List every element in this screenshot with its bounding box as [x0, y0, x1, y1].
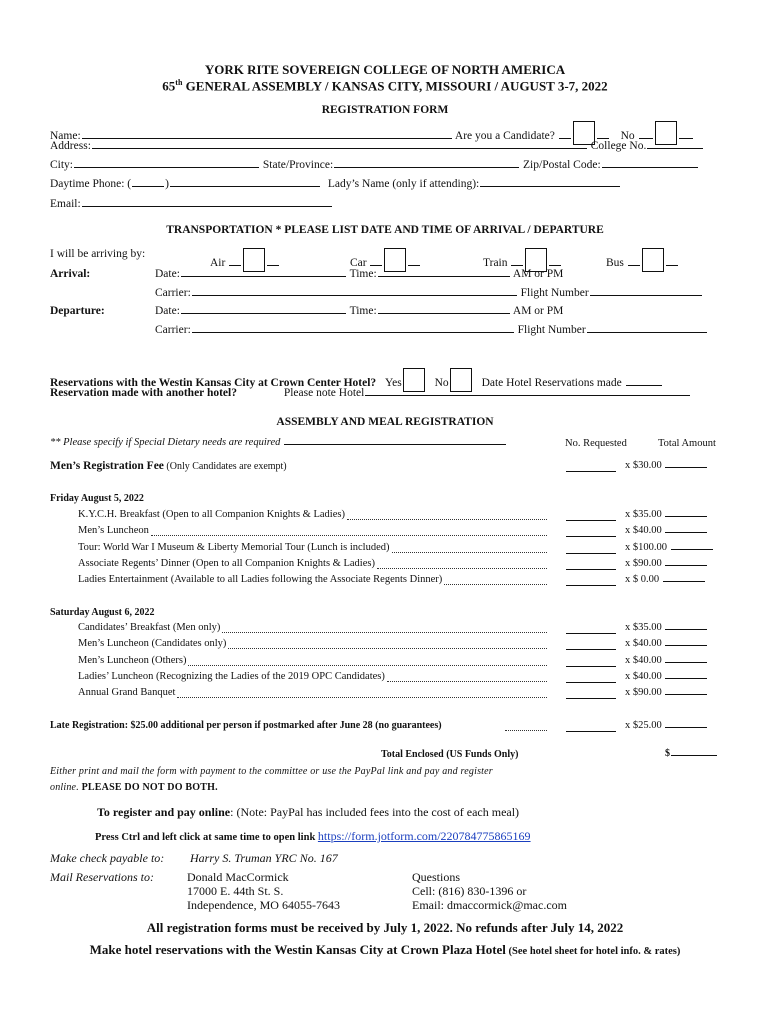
- footer-hotel: [0, 942, 770, 958]
- saturday-item-label: Candidates’ Breakfast (Men only): [78, 622, 221, 633]
- saturday-item-price: x $90.00: [625, 687, 662, 699]
- departure-carrier-field[interactable]: [192, 331, 514, 333]
- mens-fee-total[interactable]: [665, 466, 707, 468]
- transport-title: TRANSPORTATION * PLEASE LIST DATE AND TIME OF ARRIVAL / DEPARTURE: [166, 224, 604, 236]
- friday-item-amount: [625, 542, 714, 553]
- departure-date-row: [155, 305, 563, 317]
- friday-item-amount: [625, 525, 708, 536]
- friday-item-total[interactable]: [671, 548, 713, 550]
- print-mail-line1: Either print and mail the form with payment to the committee or use the PayPal link and pay and register: [50, 766, 493, 777]
- mail-label: Mail Reservations to:: [50, 870, 154, 884]
- zip-field[interactable]: [602, 166, 698, 168]
- no-requested-header: No. Requested: [565, 438, 627, 449]
- arrival-label: Arrival:: [50, 268, 91, 280]
- total-line: [671, 754, 717, 756]
- city-row: [50, 159, 699, 171]
- saturday-item-leader: [188, 655, 547, 666]
- saturday-item-qty[interactable]: [566, 622, 616, 634]
- friday-item-amount: [625, 509, 708, 520]
- arrival-ampm: AM or PM: [512, 268, 564, 280]
- departure-label: Departure:: [50, 305, 105, 317]
- saturday-item-total[interactable]: [665, 644, 707, 646]
- friday-item-label: Ladies Entertainment (Available to all Ladies following the Associate Regents Dinner): [78, 574, 443, 586]
- saturday-item-label: Men’s Luncheon (Candidates only): [78, 638, 227, 650]
- mail-line: Independence, MO 64055-7643: [187, 898, 340, 912]
- saturday-item-label: Men’s Luncheon (Others): [78, 654, 187, 666]
- ctrl-instruction: Press Ctrl and left click at same time to open link: [95, 832, 316, 843]
- saturday-item-amount: [625, 655, 708, 666]
- another-hotel-question: Reservation made with another hotel?: [50, 387, 237, 399]
- bus-option: [606, 248, 679, 272]
- college-no-label: College No.: [590, 140, 647, 152]
- hotel-no-label: No: [434, 377, 449, 389]
- mens-fee-note: (Only Candidates are exempt): [163, 461, 287, 472]
- departure-time-field[interactable]: [378, 312, 510, 314]
- blank: [639, 137, 653, 139]
- phone-label: Daytime Phone: (: [50, 178, 132, 190]
- arrival-carrier-field[interactable]: [192, 294, 517, 296]
- assembly-number: 65: [162, 78, 176, 94]
- candidate-label: Are you a Candidate?: [454, 130, 555, 142]
- arriving-by-label: I will be arriving by:: [50, 248, 146, 260]
- do-not-do-both: PLEASE DO NOT DO BOTH.: [81, 782, 218, 793]
- friday-item-total[interactable]: [665, 515, 707, 517]
- phone-field[interactable]: [170, 185, 320, 187]
- bus-label: Bus: [606, 257, 624, 269]
- saturday-item-total[interactable]: [665, 677, 707, 679]
- saturday-item-leader: [177, 687, 547, 698]
- footer-hotel-bold: Make hotel reservations with the Westin Kansas City at Crown Plaza Hotel: [89, 942, 506, 957]
- saturday-item-qty[interactable]: [566, 655, 616, 667]
- online-row: [97, 805, 519, 820]
- assembly-title: ASSEMBLY AND MEAL REGISTRATION: [276, 416, 494, 428]
- saturday-item-qty[interactable]: [566, 638, 616, 650]
- saturday-item-price: x $35.00: [625, 622, 662, 633]
- saturday-item-label: Annual Grand Banquet: [78, 687, 176, 699]
- friday-item-price: x $40.00: [625, 525, 662, 537]
- friday-item-leader: [151, 525, 547, 536]
- city-label: City:: [50, 159, 74, 171]
- train-label: Train: [483, 257, 508, 269]
- friday-item-leader: [392, 542, 547, 553]
- saturday-item-leader: [228, 638, 547, 649]
- questions-line: Cell: (816) 830-1396 or: [412, 884, 527, 898]
- blank: [511, 264, 523, 266]
- total-enclosed-field[interactable]: [665, 748, 718, 759]
- friday-item-total[interactable]: [665, 531, 707, 533]
- departure-time-label: Time:: [349, 305, 377, 317]
- saturday-item-qty[interactable]: [566, 687, 616, 699]
- college-no-field[interactable]: [647, 147, 703, 149]
- email-field[interactable]: [82, 205, 332, 207]
- blank: [267, 264, 279, 266]
- friday-item-price: x $35.00: [625, 509, 662, 520]
- arrival-flight-label: Flight Number: [520, 287, 589, 299]
- departure-carrier-row: [155, 324, 708, 336]
- print-mail-online: online.: [50, 782, 79, 793]
- city-field[interactable]: [74, 166, 259, 168]
- friday-item-price: x $90.00: [625, 557, 662, 569]
- saturday-item-qty[interactable]: [566, 671, 616, 683]
- payable-value: Harry S. Truman YRC No. 167: [190, 851, 338, 865]
- late-registration-label: Late Registration: $25.00 additional per person if postmarked after June 28 (no guarantees): [50, 720, 442, 731]
- dietary-field[interactable]: [284, 443, 506, 445]
- friday-item-qty[interactable]: [566, 525, 616, 537]
- westin-question: Reservations with the Westin Kansas City at Crown Center Hotel?: [50, 377, 377, 389]
- mens-fee-label: [50, 460, 287, 472]
- late-amount: [625, 720, 708, 731]
- address-row: [50, 140, 704, 152]
- mens-fee-price: x $30.00: [625, 460, 662, 471]
- candidate-no-label: No: [620, 130, 635, 142]
- questions-line: Email: dmaccormick@mac.com: [412, 898, 567, 912]
- note-hotel-field[interactable]: [365, 394, 690, 396]
- state-field[interactable]: [334, 166, 519, 168]
- friday-item-qty[interactable]: [566, 542, 616, 554]
- friday-item-total[interactable]: [663, 580, 705, 582]
- departure-flight-field[interactable]: [587, 331, 707, 333]
- friday-item-amount: [625, 574, 706, 585]
- date-made-label: Date Hotel Reservations made: [481, 377, 622, 389]
- friday-item-leader: [444, 574, 547, 585]
- friday-item-label: Associate Regents’ Dinner (Open to all Companion Knights & Ladies): [78, 557, 375, 569]
- friday-item-total[interactable]: [665, 564, 707, 566]
- friday-item-qty[interactable]: [566, 509, 616, 521]
- departure-date-label: Date:: [155, 305, 180, 317]
- jotform-link[interactable]: https://form.jotform.com/220784775865169: [317, 829, 531, 843]
- blank: [628, 264, 640, 266]
- blank: [666, 264, 678, 266]
- online-note: : (Note: PayPal has included fees into the cost of each meal): [230, 805, 520, 819]
- address-label: Address:: [50, 140, 91, 152]
- phone-paren: ): [165, 178, 169, 190]
- saturday-item-total[interactable]: [665, 661, 707, 663]
- saturday-item-amount: [625, 622, 708, 633]
- departure-date-field[interactable]: [181, 312, 346, 314]
- name-label: Name:: [50, 130, 81, 142]
- bus-checkbox[interactable]: [642, 248, 664, 272]
- phone-row: [50, 178, 621, 190]
- arrival-time-label: Time:: [349, 268, 377, 280]
- late-leader: [505, 720, 547, 731]
- friday-item-price: x $100.00: [625, 541, 667, 553]
- friday-item-amount: [625, 558, 708, 569]
- blank: [559, 137, 571, 139]
- saturday-item-price: x $40.00: [625, 654, 662, 666]
- late-qty[interactable]: [566, 720, 616, 732]
- saturday-title: Saturday August 6, 2022: [50, 607, 155, 618]
- blank: [597, 137, 609, 139]
- friday-item-leader: [347, 509, 547, 520]
- saturday-item-amount: [625, 671, 708, 682]
- blank: [549, 264, 561, 266]
- header-line2-text: GENERAL ASSEMBLY / KANSAS CITY, MISSOURI / AUGUST 3-7, 2022: [182, 78, 608, 94]
- saturday-item-amount: [625, 687, 708, 698]
- mail-address: [187, 870, 340, 912]
- assembly-number-suffix: th: [175, 78, 183, 87]
- note-hotel-label: Please note Hotel: [283, 387, 365, 399]
- footer-deadline: All registration forms must be received by July 1, 2022. No refunds after July 14, 2022: [146, 920, 624, 935]
- arrival-date-field[interactable]: [181, 275, 346, 277]
- ladys-name-field[interactable]: [480, 185, 620, 187]
- blank: [408, 264, 420, 266]
- header-line2: [0, 78, 770, 94]
- saturday-item-price: x $40.00: [625, 670, 662, 682]
- departure-carrier-label: Carrier:: [155, 324, 191, 336]
- total-amount-header: Total Amount: [658, 438, 716, 449]
- total-enclosed-label: Total Enclosed (US Funds Only): [381, 749, 519, 760]
- friday-item-label: Tour: World War I Museum & Liberty Memorial Tour (Lunch is included): [78, 541, 390, 553]
- state-label: State/Province:: [262, 159, 334, 171]
- mens-fee-qty[interactable]: [566, 460, 616, 472]
- print-mail-line2: [50, 782, 218, 793]
- arrival-date-row: [155, 268, 563, 280]
- mail-line: 17000 E. 44th St. S.: [187, 884, 284, 898]
- blank: [679, 137, 693, 139]
- saturday-item-price: x $40.00: [625, 638, 662, 650]
- questions-line: Questions: [412, 870, 460, 884]
- date-made-field[interactable]: [626, 384, 662, 386]
- mens-fee-title: Men’s Registration Fee: [50, 460, 164, 472]
- arrival-carrier-row: [155, 287, 703, 299]
- online-title: To register and pay online: [97, 805, 231, 819]
- dietary-label: ** Please specify if Special Dietary needs are required: [50, 437, 281, 448]
- friday-title: Friday August 5, 2022: [50, 493, 144, 504]
- mail-line: Donald MacCormick: [187, 870, 289, 884]
- total-dollar: $: [665, 748, 670, 759]
- blank: [229, 264, 241, 266]
- questions-contact: [412, 870, 567, 912]
- friday-item-qty[interactable]: [566, 574, 616, 586]
- blank: [370, 264, 382, 266]
- dietary-row: [50, 437, 507, 448]
- saturday-item-leader: [222, 622, 547, 633]
- another-hotel-row: [50, 387, 691, 399]
- area-code-field[interactable]: [132, 185, 164, 187]
- address-field[interactable]: [92, 147, 587, 149]
- mens-fee-amount: [625, 460, 708, 471]
- arrival-carrier-label: Carrier:: [155, 287, 191, 299]
- payable-label: Make check payable to:: [50, 851, 165, 865]
- friday-item-qty[interactable]: [566, 558, 616, 570]
- saturday-item-total[interactable]: [665, 693, 707, 695]
- zip-label: Zip/Postal Code:: [523, 159, 601, 171]
- air-label: Air: [210, 257, 226, 269]
- email-row: [50, 198, 333, 210]
- form-title: REGISTRATION FORM: [321, 104, 449, 116]
- friday-item-leader: [377, 558, 547, 569]
- footer-hotel-note: (See hotel sheet for hotel info. & rates): [505, 946, 681, 957]
- late-total[interactable]: [665, 726, 707, 728]
- saturday-item-total[interactable]: [665, 628, 707, 630]
- header-line1: YORK RITE SOVEREIGN COLLEGE OF NORTH AMERICA: [204, 62, 566, 77]
- late-price: x $25.00: [625, 720, 662, 731]
- name-field[interactable]: [82, 137, 452, 139]
- saturday-item-label: Ladies’ Luncheon (Recognizing the Ladies of the 2019 OPC Candidates): [78, 670, 385, 682]
- hotel-yes-label: Yes: [385, 377, 402, 389]
- link-row: [95, 829, 531, 844]
- departure-ampm: AM or PM: [512, 305, 564, 317]
- arrival-date-label: Date:: [155, 268, 180, 280]
- arrival-time-field[interactable]: [378, 275, 510, 277]
- saturday-item-amount: [625, 638, 708, 649]
- friday-item-price: x $ 0.00: [625, 574, 660, 586]
- departure-flight-label: Flight Number: [517, 324, 586, 336]
- friday-item-label: K.Y.C.H. Breakfast (Open to all Companion Knights & Ladies): [78, 509, 345, 520]
- arrival-flight-field[interactable]: [590, 294, 702, 296]
- saturday-item-leader: [387, 671, 547, 682]
- email-label: Email:: [50, 198, 81, 210]
- ladys-name-label: Lady’s Name (only if attending):: [327, 178, 480, 190]
- car-label: Car: [350, 257, 367, 269]
- friday-item-label: Men’s Luncheon: [78, 525, 149, 537]
